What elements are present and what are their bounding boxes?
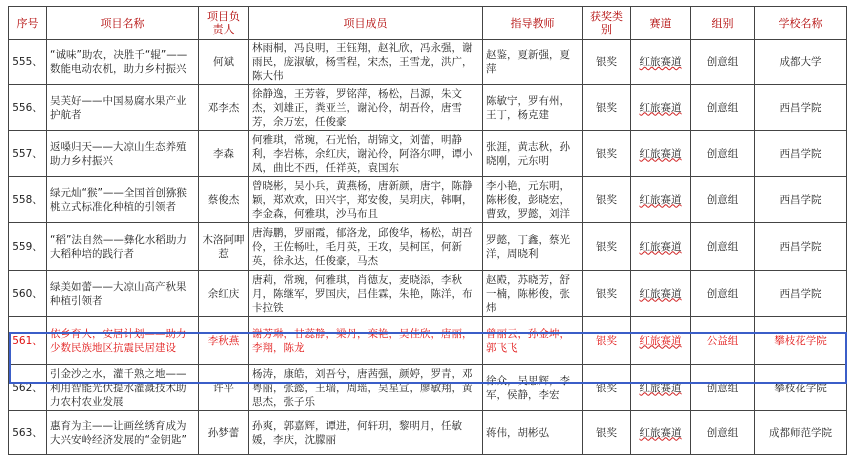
row-leader: 李秋燕	[199, 317, 249, 365]
row-members: 林雨桐，冯良明，王钰翔，赵礼欣，冯永强，谢雨民，庞淑敏，杨雪程，宋杰，王雪龙，洪广，陈大伟	[249, 40, 483, 85]
header-award: 获奖类别	[583, 7, 631, 40]
row-school: 西昌学院	[755, 177, 847, 223]
table-row	[9, 411, 847, 455]
row-award: 银奖	[583, 411, 631, 455]
row-track: 红旅赛道	[639, 287, 682, 300]
row-award: 银奖	[583, 365, 631, 411]
row-project-name: 吴芙好——中国易腐水果产业护航者	[47, 85, 199, 131]
row-award: 银奖	[583, 223, 631, 271]
row-project-name: 绿美如蕾——大凉山高产秋果种植引领者	[47, 271, 199, 317]
header-row	[9, 7, 847, 40]
row-leader: 木洛阿呷惹	[199, 223, 249, 271]
row-project-name: “诚味”助农，决胜千“辊”——数能电动农机，助力乡村振兴	[47, 40, 199, 85]
row-school: 攀枝花学院	[755, 317, 847, 365]
row-no: 559、	[9, 223, 47, 271]
header-track: 赛道	[631, 7, 691, 40]
row-project-name: 引金沙之水，灌千熟之地——利用智能光伏提水灌溉技术助力农村农业发展	[47, 365, 199, 411]
row-no: 560、	[9, 271, 47, 317]
row-teacher: 张涯，黄志秋，孙晓刚，元东明	[483, 131, 583, 177]
row-members: 杨涛，康皓，刘吾兮，唐茜强，颜婷，罗青，邓粤丽，张懿，王瑞，周瑶，吴星宣，廖敏翔，黄思杰，张子乐	[249, 365, 483, 411]
row-members: 谢芳琳，甘蕊静，梁丹，栾艳，吴佳欣，唐丽，李翔，陈龙	[249, 317, 483, 365]
row-track: 红旅赛道	[639, 240, 682, 253]
row-leader: 余红庆	[199, 271, 249, 317]
row-award: 银奖	[583, 131, 631, 177]
row-group: 创意组	[691, 85, 755, 131]
row-teacher: 徐众，吴思辉，李军，侯静，李宏	[483, 365, 583, 411]
row-school: 成都师范学院	[755, 411, 847, 455]
awards-table-container	[8, 6, 847, 455]
table-row	[9, 131, 847, 177]
row-teacher: 李小艳，元东明，陈彬俊，彭晓宏，曹致，罗懿，刘洋	[483, 177, 583, 223]
row-award: 银奖	[583, 317, 631, 365]
row-track: 红旅赛道	[639, 426, 682, 439]
row-members: 孙爽，郭嘉辉，谭进，何轩玥，黎明月，任敏媛，李庆，沈朦丽	[249, 411, 483, 455]
table-row	[9, 223, 847, 271]
row-no: 561、	[9, 317, 47, 365]
header-members: 项目成员	[249, 7, 483, 40]
row-award: 银奖	[583, 40, 631, 85]
row-teacher: 曾丽云，孙金坤，郭飞飞	[483, 317, 583, 365]
row-members: 唐莉，常琬，何雅琪，肖德友，麦晓添，李秋月，陈继军，罗国庆，吕佳霖，朱艳，陈洋，布卡拉铁	[249, 271, 483, 317]
row-teacher: 陈敏宁，罗有州，王丁，杨克建	[483, 85, 583, 131]
header-group: 组别	[691, 7, 755, 40]
row-project-name: “稻”法自然——彝化水稻助力大稻种培的践行者	[47, 223, 199, 271]
row-members: 唐海鹏，罗丽霞，郁洛龙，邱俊华，杨松，胡吾伶，王佐畅吐，毛月英，王攻，吴柯匡，何新英，徐永达，任俊豪，马杰	[249, 223, 483, 271]
row-group: 创意组	[691, 365, 755, 411]
row-award: 银奖	[583, 85, 631, 131]
row-group: 创意组	[691, 177, 755, 223]
row-no: 562、	[9, 365, 47, 411]
row-track: 红旅赛道	[639, 147, 682, 160]
row-project-name: 返嗓归天——大凉山生态养殖助力乡村振兴	[47, 131, 199, 177]
row-no: 558、	[9, 177, 47, 223]
row-school: 攀枝花学院	[755, 365, 847, 411]
row-members: 曾晓彬，吴小兵，黄燕杨，唐新颜，唐宇，陈静颖，郑欢欢，田兴宇，郑安俊，吴玥庆，韩啊，李金森，何雅琪，沙马布且	[249, 177, 483, 223]
table-row-highlighted	[9, 317, 847, 365]
row-project-name: 惠育为主——让画丝绣育成为大兴安岭经济发展的“金钥匙”	[47, 411, 199, 455]
row-no: 557、	[9, 131, 47, 177]
row-leader: 邓李杰	[199, 85, 249, 131]
row-track: 红旅赛道	[639, 56, 682, 68]
row-no: 555、	[9, 40, 47, 85]
row-school: 西昌学院	[755, 271, 847, 317]
row-award: 银奖	[583, 177, 631, 223]
header-teacher: 指导教师	[483, 7, 583, 40]
row-teacher: 赵鉴，夏新强，夏萍	[483, 40, 583, 85]
row-members: 徐静逸，王芳蓉，罗铭萍，杨松，吕源，朱文杰，刘雄正，粪亚兰，谢沁伶，胡吾伶，唐雪芳，余万宏，任俊豪	[249, 85, 483, 131]
row-teacher: 蒋伟，胡彬弘	[483, 411, 583, 455]
row-group: 创意组	[691, 40, 755, 85]
row-teacher: 罗懿，丁鑫，蔡光洋，周晓利	[483, 223, 583, 271]
row-school: 西昌学院	[755, 223, 847, 271]
table-row	[9, 365, 847, 411]
table-row	[9, 85, 847, 131]
row-school: 西昌学院	[755, 131, 847, 177]
row-track: 红旅赛道	[639, 101, 682, 114]
row-award: 银奖	[583, 271, 631, 317]
row-no: 556、	[9, 85, 47, 131]
row-school: 成都大学	[755, 40, 847, 85]
row-track: 红旅赛道	[639, 334, 682, 347]
row-track: 红旅赛道	[639, 381, 682, 394]
row-group: 创意组	[691, 223, 755, 271]
row-leader: 许平	[199, 365, 249, 411]
row-school: 西昌学院	[755, 85, 847, 131]
awards-table	[8, 6, 847, 455]
row-no: 563、	[9, 411, 47, 455]
row-leader: 孙梦蕾	[199, 411, 249, 455]
table-row	[9, 271, 847, 317]
row-track: 红旅赛道	[639, 193, 682, 206]
row-group: 公益组	[691, 317, 755, 365]
row-group: 创意组	[691, 271, 755, 317]
table-row	[9, 40, 847, 85]
row-leader: 李森	[199, 131, 249, 177]
row-members: 何雅琪，常琬，石光怡，胡锦文，刘蕾，明静利，李岩栋，余红庆，谢沁伶，阿洛尔呷，谭小凤，曲比不西，任祥英，袁国东	[249, 131, 483, 177]
header-no: 序号	[9, 7, 47, 40]
row-leader: 蔡俊杰	[199, 177, 249, 223]
row-group: 创意组	[691, 131, 755, 177]
table-row	[9, 177, 847, 223]
row-teacher: 赵殿，苏晓芳，舒一楠，陈彬俊，张炜	[483, 271, 583, 317]
row-leader: 何斌	[199, 40, 249, 85]
header-project-name: 项目名称	[47, 7, 199, 40]
row-project-name: 依乡育人，安居计划——助力少数民族地区抗震民居建设	[47, 317, 199, 365]
row-group: 创意组	[691, 411, 755, 455]
header-leader: 项目负责人	[199, 7, 249, 40]
header-school: 学校名称	[755, 7, 847, 40]
row-project-name: 绿元灿“猴”——全国首创猕猴桃立式标准化种植的引领者	[47, 177, 199, 223]
